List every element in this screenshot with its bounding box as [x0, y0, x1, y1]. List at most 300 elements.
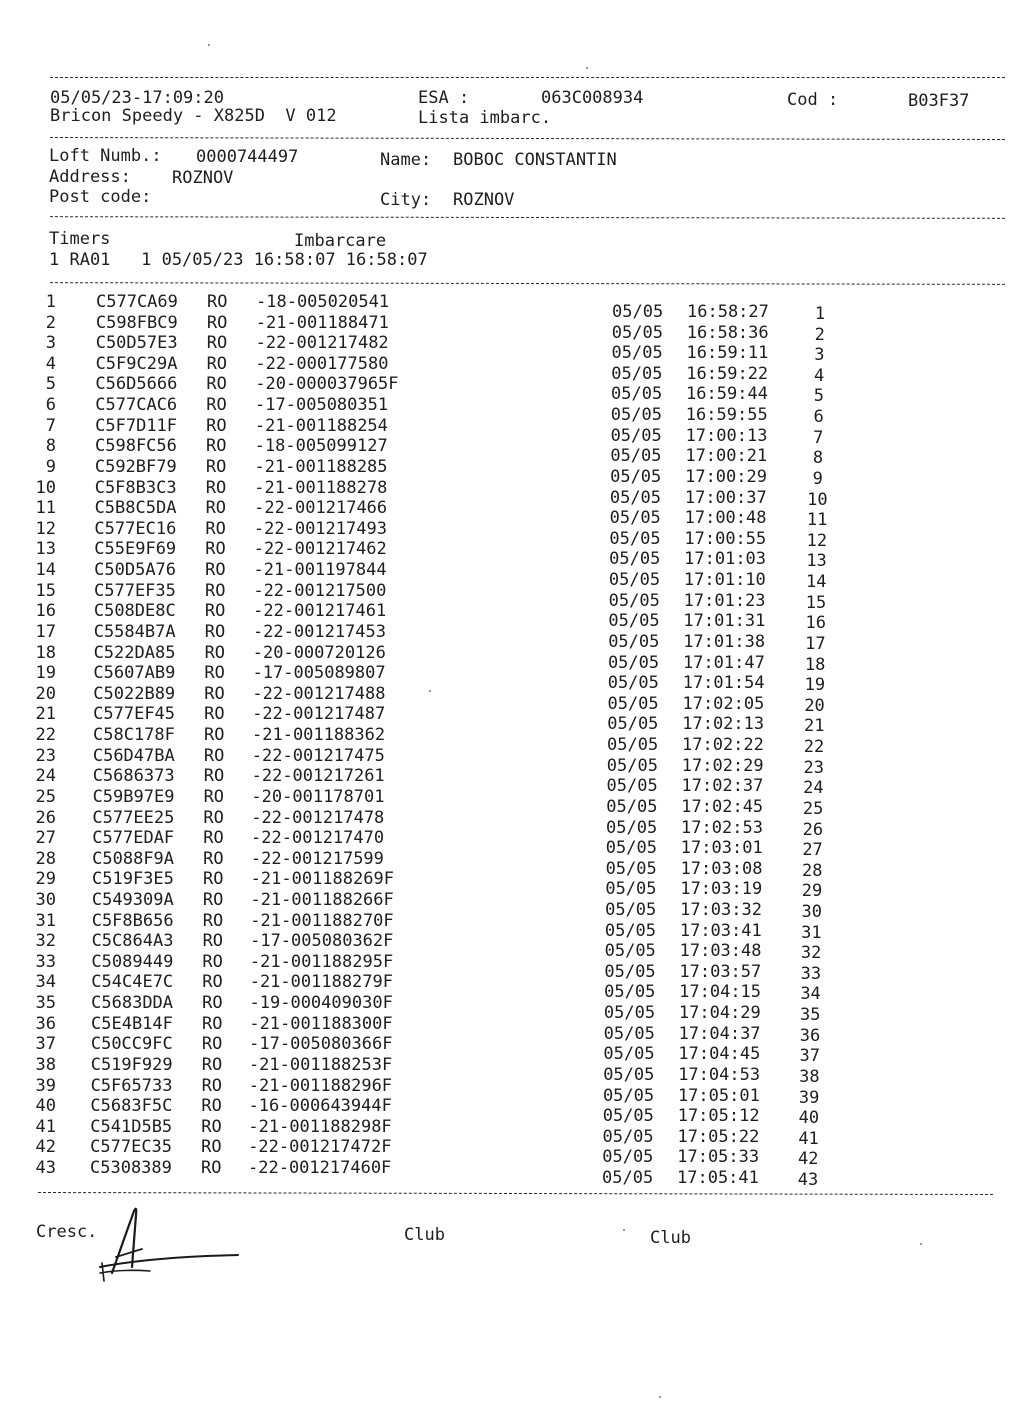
arrival-date: 05/05 [603, 1023, 655, 1044]
country-code: RO [205, 498, 227, 519]
chip-id: C522DA85 [93, 642, 176, 663]
arrival-time: 17:05:41 [677, 1168, 759, 1189]
country-code: RO [206, 312, 228, 333]
chip-id: C5022B89 [93, 683, 176, 704]
arrival-date: 05/05 [603, 1064, 655, 1085]
country-code: RO [205, 580, 226, 601]
row-number: 20 [35, 683, 56, 704]
arrival-date: 05/05 [606, 776, 658, 797]
row-number: 35 [35, 993, 56, 1014]
position: 1 [814, 304, 826, 324]
country-code: RO [203, 869, 224, 890]
row-number: 17 [35, 621, 56, 642]
row-number: 22 [35, 725, 56, 746]
chip-id: C577EF45 [93, 704, 176, 725]
ring-number: -22-001217461 [253, 601, 387, 622]
chip-id: C5B8C5DA [94, 498, 177, 519]
chip-id: C5F9C29A [95, 353, 178, 374]
chip-id: C5089449 [91, 951, 174, 972]
postcode-label: Post code: [49, 187, 152, 207]
row-number: 5 [45, 374, 56, 395]
chip-id: C5683F5C [90, 1096, 173, 1117]
arrival-time: 17:02:29 [681, 755, 764, 776]
chip-id: C5308389 [90, 1158, 172, 1179]
country-code: RO [203, 786, 225, 807]
arrival-date: 05/05 [605, 879, 657, 900]
position: 39 [798, 1087, 820, 1108]
cod-label: Cod : [787, 90, 839, 110]
country-code: RO [202, 931, 224, 952]
chip-id: C577CAC6 [95, 395, 178, 416]
chip-id: C541D5B5 [90, 1116, 173, 1137]
country-code: RO [201, 1054, 223, 1075]
ring-number: -22-001217599 [250, 848, 384, 869]
country-code: RO [205, 539, 226, 560]
chip-id: C577EC16 [94, 518, 177, 539]
arrival-date: 05/05 [606, 817, 658, 838]
country-code: RO [206, 415, 227, 436]
country-code: RO [203, 745, 225, 766]
country-code: RO [204, 725, 225, 746]
chip-id: C577EF35 [94, 580, 176, 601]
row-number: 33 [35, 951, 56, 972]
position: 15 [805, 592, 827, 613]
ring-number: -20-000037965F [255, 374, 399, 395]
country-code: RO [204, 704, 225, 725]
country-code: RO [206, 333, 228, 354]
country-code: RO [204, 683, 225, 704]
device-info: Bricon Speedy - X825D V 012 [50, 106, 337, 126]
ring-number: -21-001197844 [253, 560, 387, 581]
chip-id: C577CA69 [96, 292, 178, 312]
row-number: 28 [35, 848, 56, 869]
arrival-date: 05/05 [611, 322, 663, 343]
ring-number: -20-000720126 [252, 642, 386, 663]
position: 11 [806, 510, 828, 531]
arrival-time: 17:01:54 [682, 673, 765, 694]
ring-number: -22-001217487 [252, 704, 386, 725]
row-number: 9 [45, 456, 56, 477]
row-number: 25 [35, 786, 56, 807]
arrival-time: 17:04:29 [678, 1003, 761, 1024]
chip-id: C5607AB9 [93, 663, 176, 684]
arrival-date: 05/05 [611, 384, 663, 405]
arrival-date: 05/05 [604, 941, 656, 962]
arrival-date: 05/05 [610, 405, 662, 426]
arrival-date: 05/05 [609, 487, 662, 508]
arrival-time: 17:01:10 [683, 570, 766, 591]
arrival-date: 05/05 [602, 1147, 654, 1168]
row-number: 41 [35, 1116, 56, 1137]
chip-id: C5683DDA [91, 993, 174, 1014]
country-code: RO [206, 395, 227, 416]
timers-label: Timers [49, 229, 111, 249]
chip-id: C50CC9FC [90, 1034, 173, 1055]
arrival-time: 17:05:22 [677, 1126, 760, 1147]
ring-number: -21-001188278 [254, 477, 388, 498]
position: 18 [804, 654, 826, 675]
chip-id: C598FBC9 [95, 312, 178, 333]
chip-id: C577EC35 [90, 1137, 173, 1158]
ring-number: -22-001217462 [253, 539, 387, 560]
position: 10 [807, 489, 828, 510]
chip-id: C50D5A76 [94, 560, 177, 581]
country-code: RO [205, 456, 227, 477]
country-code: RO [204, 601, 226, 622]
chip-id: C50D57E3 [95, 333, 178, 354]
position: 35 [800, 1005, 821, 1026]
divider [50, 216, 1005, 219]
arrival-date: 05/05 [602, 1106, 654, 1127]
position: 33 [800, 963, 822, 984]
row-number: 31 [35, 910, 56, 931]
loft-number-label: Loft Numb.: [49, 146, 162, 166]
scan-speck [920, 1243, 922, 1245]
row-number: 16 [35, 601, 56, 622]
arrival-date: 05/05 [610, 466, 662, 487]
row-number: 39 [35, 1075, 56, 1096]
ring-number: -17-005080362F [250, 931, 394, 952]
row-number: 42 [35, 1137, 56, 1158]
row-number: 4 [45, 353, 56, 374]
ring-number: -18-005020541 [256, 292, 390, 312]
ring-number: -21-001188298F [248, 1116, 392, 1137]
arrival-time: 17:04:37 [678, 1023, 761, 1044]
divider [50, 77, 1005, 78]
country-code: RO [202, 972, 223, 993]
row-number: 6 [45, 395, 56, 416]
ring-number: -21-001188471 [255, 312, 389, 333]
row-number: 34 [35, 972, 56, 993]
club-label: Club [404, 1225, 445, 1245]
arrival-date: 05/05 [607, 693, 659, 714]
arrival-date: 05/05 [603, 1003, 656, 1024]
arrival-date: 05/05 [602, 1168, 654, 1189]
arrival-date: 05/05 [604, 920, 657, 941]
position: 36 [799, 1025, 821, 1046]
scan-speck [659, 1396, 661, 1398]
chip-id: C56D47BA [92, 745, 175, 766]
chip-id: C5E4B14F [91, 1013, 173, 1034]
arrival-time: 17:05:01 [677, 1085, 760, 1106]
position: 30 [801, 901, 822, 922]
ring-number: -22-001217493 [253, 518, 387, 539]
row-number: 8 [45, 436, 56, 457]
ring-number: -17-005080366F [249, 1034, 393, 1055]
ring-number: -16-000643944F [248, 1096, 392, 1117]
position: 42 [798, 1149, 819, 1170]
ring-number: -21-001188253F [248, 1054, 393, 1075]
ring-number: -22-001217482 [255, 333, 389, 354]
ring-number: -22-001217472F [248, 1137, 392, 1158]
ring-number: -21-001188362 [252, 725, 386, 746]
divider [38, 1192, 993, 1195]
arrival-time: 17:02:53 [681, 817, 763, 838]
arrival-date: 05/05 [610, 446, 662, 467]
arrival-date: 05/05 [608, 590, 660, 611]
cod-value: B03F37 [908, 91, 970, 111]
arrival-time: 17:04:45 [678, 1044, 761, 1065]
arrival-date: 05/05 [604, 982, 656, 1003]
arrival-time: 17:03:08 [680, 858, 763, 879]
arrival-time: 17:00:29 [685, 466, 767, 487]
arrival-time: 17:02:37 [681, 776, 764, 797]
arrival-date: 05/05 [607, 673, 659, 694]
arrival-time: 16:59:44 [686, 384, 768, 405]
position: 8 [812, 448, 824, 469]
arrival-time: 17:03:41 [679, 920, 762, 941]
arrival-date: 05/05 [608, 611, 660, 632]
arrival-time: 17:05:33 [677, 1147, 760, 1168]
position: 29 [801, 881, 823, 902]
arrival-time: 17:03:32 [680, 899, 762, 920]
chip-id: C5088F9A [92, 848, 175, 869]
ring-number: -19-000409030F [249, 993, 393, 1014]
chip-id: C54C4E7C [91, 972, 174, 993]
arrival-date: 05/05 [611, 363, 663, 384]
row-number: 19 [35, 663, 56, 684]
position: 21 [804, 716, 825, 737]
position: 27 [802, 840, 823, 861]
country-code: RO [201, 1075, 223, 1096]
row-number: 12 [35, 518, 56, 539]
chip-id: C519F929 [90, 1054, 173, 1075]
esa-value: 063C008934 [541, 88, 644, 108]
arrival-time: 17:01:23 [683, 590, 766, 611]
country-code: RO [204, 621, 226, 642]
row-number: 37 [35, 1034, 56, 1055]
chip-id: C5F8B656 [91, 910, 174, 931]
arrival-time: 17:02:45 [681, 796, 764, 817]
country-code: RO [202, 993, 223, 1014]
table-row [0, 1158, 1024, 1191]
ring-number: -22-001217261 [251, 766, 385, 787]
row-number: 40 [35, 1096, 56, 1117]
arrival-date: 05/05 [605, 838, 657, 859]
arrival-time: 17:00:48 [684, 508, 767, 529]
position: 37 [799, 1046, 820, 1067]
country-code: RO [203, 848, 224, 869]
position: 12 [806, 530, 828, 551]
country-code: RO [206, 436, 227, 457]
position: 7 [813, 427, 824, 448]
position: 24 [803, 778, 824, 799]
arrival-time: 16:59:55 [685, 405, 768, 426]
loft-name: BOBOC CONSTANTIN [453, 150, 617, 170]
club-label-2: Club [650, 1228, 691, 1248]
arrival-time: 17:04:15 [679, 982, 762, 1003]
city-label: City: [380, 190, 432, 210]
row-number: 43 [35, 1158, 56, 1179]
position: 13 [806, 551, 827, 572]
ring-number: -20-001178701 [251, 786, 385, 807]
arrival-time: 17:04:53 [678, 1064, 761, 1085]
ring-number: -22-001217488 [252, 683, 386, 704]
row-number: 21 [35, 704, 56, 725]
country-code: RO [206, 374, 227, 395]
country-code: RO [201, 1116, 222, 1137]
row-number: 29 [35, 869, 56, 890]
ring-number: -22-001217453 [252, 621, 386, 642]
city-value: ROZNOV [453, 190, 515, 210]
chip-id: C549309A [91, 889, 174, 910]
arrival-time: 17:01:38 [683, 631, 766, 652]
row-number: 38 [35, 1054, 56, 1075]
ring-number: -21-001188295F [249, 951, 394, 972]
loft-number: 0000744497 [196, 147, 299, 167]
ring-number: -17-005089807 [252, 663, 386, 684]
position: 19 [804, 675, 826, 696]
arrival-time: 16:58:27 [687, 302, 769, 322]
arrival-date: 05/05 [606, 755, 658, 776]
row-number: 26 [35, 807, 56, 828]
country-code: RO [203, 766, 225, 787]
chip-id: C5686373 [92, 766, 175, 787]
ring-number: -21-001188254 [254, 415, 388, 436]
position: 20 [804, 695, 825, 716]
row-number: 7 [45, 415, 56, 436]
position: 40 [798, 1108, 820, 1129]
ring-number: -22-001217460F [248, 1158, 392, 1179]
row-number: 10 [35, 477, 56, 498]
arrival-time: 17:00:37 [684, 487, 767, 508]
country-code: RO [203, 807, 224, 828]
position: 34 [800, 984, 821, 1005]
country-code: RO [205, 518, 226, 539]
ring-number: -22-001217466 [254, 498, 388, 519]
chip-id: C55E9F69 [94, 539, 177, 560]
country-code: RO [202, 910, 224, 931]
print-datetime: 05/05/23-17:09:20 [50, 88, 224, 108]
arrival-time: 17:01:03 [684, 549, 767, 570]
address-label: Address: [49, 167, 131, 187]
esa-label: ESA : [418, 88, 470, 108]
chip-id: C519F3E5 [92, 869, 174, 890]
scan-speck [586, 67, 588, 69]
position: 3 [814, 345, 825, 366]
country-code: RO [204, 642, 226, 663]
arrival-date: 05/05 [605, 858, 657, 879]
country-code: RO [205, 560, 226, 581]
ring-number: -21-001188270F [250, 910, 394, 931]
handwritten-signature [92, 1205, 252, 1285]
position: 4 [814, 365, 825, 386]
chip-id: C5C864A3 [91, 931, 174, 952]
arrival-date: 05/05 [603, 1044, 655, 1065]
ring-number: -17-005080351 [255, 395, 389, 416]
arrival-date: 05/05 [607, 714, 659, 735]
row-number: 24 [35, 766, 56, 787]
position: 26 [802, 819, 824, 840]
arrival-time: 17:03:57 [679, 961, 762, 982]
chip-id: C59B97E9 [92, 786, 175, 807]
arrival-time: 17:05:12 [677, 1106, 760, 1127]
loft-name-label: Name: [380, 150, 432, 170]
row-number: 13 [35, 539, 56, 560]
arrival-time: 17:02:22 [682, 735, 764, 756]
chip-id: C5F65733 [90, 1075, 173, 1096]
arrival-date: 05/05 [607, 652, 660, 673]
ring-number: -22-001217478 [251, 807, 385, 828]
ring-number: -22-001217500 [253, 580, 387, 601]
position: 25 [802, 798, 824, 819]
arrival-date: 05/05 [604, 961, 656, 982]
row-number: 14 [35, 560, 56, 581]
arrival-date: 05/05 [607, 735, 659, 756]
address-value: ROZNOV [172, 168, 234, 188]
position: 22 [803, 737, 825, 758]
country-code: RO [202, 951, 223, 972]
country-code: RO [204, 663, 225, 684]
arrival-date: 05/05 [602, 1126, 654, 1147]
arrival-time: 17:03:19 [680, 879, 763, 900]
chip-id: C508DE8C [93, 601, 176, 622]
chip-id: C577EDAF [92, 828, 175, 849]
position: 41 [798, 1128, 819, 1149]
arrival-time: 17:00:21 [685, 446, 768, 467]
row-number: 15 [35, 580, 56, 601]
country-code: RO [206, 353, 228, 374]
row-number: 11 [35, 498, 56, 519]
chip-id: C5584B7A [93, 621, 176, 642]
arrival-time: 17:00:55 [684, 528, 767, 549]
row-number: 27 [35, 828, 56, 849]
chip-id: C5F7D11F [95, 415, 178, 436]
scan-speck [429, 690, 431, 692]
ring-number: -21-001188269F [250, 869, 394, 890]
chip-id: C58C178F [93, 725, 175, 746]
position: 31 [801, 922, 822, 943]
row-number: 32 [35, 931, 56, 952]
row-number: 18 [35, 642, 56, 663]
position: 23 [803, 757, 824, 778]
cresc-label: Cresc. [36, 1222, 98, 1242]
row-number: 30 [35, 889, 56, 910]
position: 16 [805, 613, 826, 634]
chip-id: C598FC56 [95, 436, 177, 457]
ring-number: -21-001188285 [254, 456, 388, 477]
country-code: RO [201, 1158, 222, 1179]
arrival-time: 16:59:11 [686, 343, 769, 364]
chip-id: C592BF79 [94, 456, 177, 477]
arrival-time: 17:03:48 [679, 941, 762, 962]
country-code: RO [202, 889, 224, 910]
country-code: RO [201, 1096, 222, 1117]
row-number: 3 [45, 333, 56, 354]
country-code: RO [207, 292, 228, 312]
position: 14 [806, 572, 827, 593]
arrival-time: 16:59:22 [686, 363, 769, 384]
arrival-time: 17:01:31 [683, 611, 766, 632]
arrival-date: 05/05 [602, 1085, 655, 1106]
arrival-date: 05/05 [610, 425, 662, 446]
ring-number: -22-001217475 [251, 745, 385, 766]
ring-number: -21-001188296F [248, 1075, 393, 1096]
row-number: 2 [45, 312, 56, 333]
country-code: RO [202, 1013, 223, 1034]
ring-number: -22-000177580 [255, 353, 389, 374]
arrival-date: 05/05 [611, 343, 663, 364]
position: 9 [812, 468, 823, 489]
scan-speck [208, 44, 210, 46]
list-title: Lista imbarc. [418, 108, 552, 128]
position: 32 [800, 943, 822, 964]
arrival-time: 17:00:13 [685, 425, 768, 446]
ring-number: -21-001188300F [249, 1013, 393, 1034]
arrival-time: 16:58:36 [686, 322, 769, 343]
position: 6 [813, 407, 824, 428]
ring-number: -21-001188279F [249, 972, 393, 993]
